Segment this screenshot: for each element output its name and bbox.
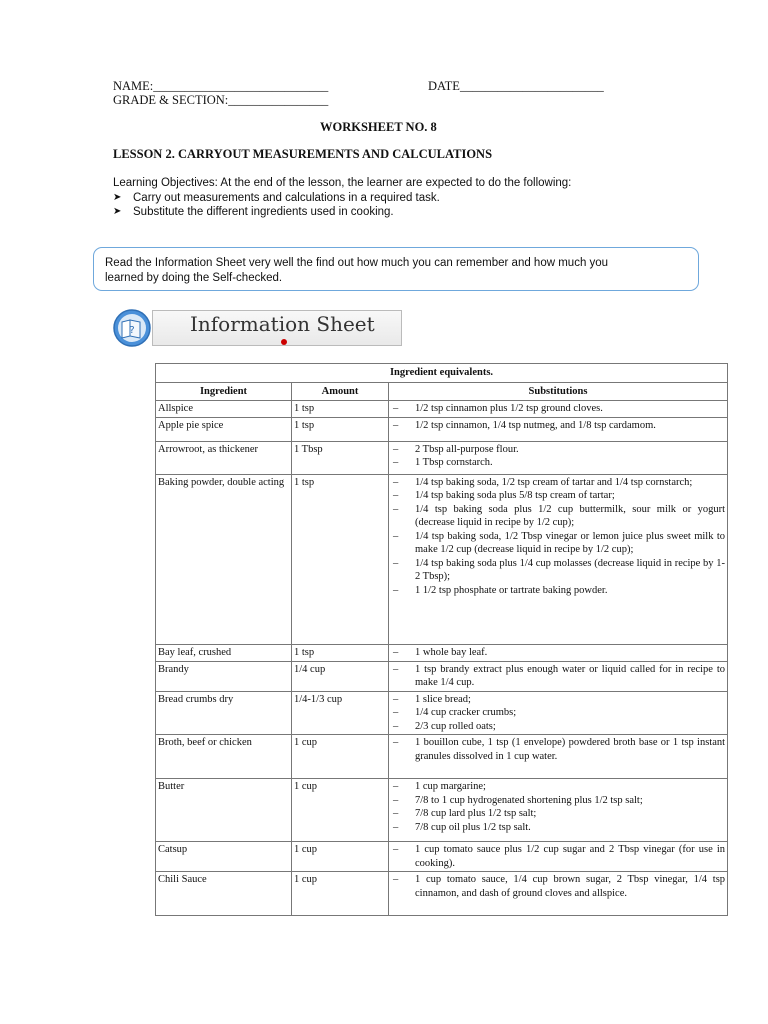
substitution-item	[391, 663, 725, 690]
amount-cell: 1/4 cup	[292, 661, 389, 691]
substitution-text: 2 Tbsp all-purpose flour.	[415, 443, 519, 455]
amount-cell: 1 tsp	[292, 417, 389, 441]
substitution-item	[391, 456, 725, 470]
instruction-box	[93, 247, 699, 291]
substitution-text: 1/2 tsp cinnamon, 1/4 tsp nutmeg, and 1/8 tsp cardamom.	[415, 419, 656, 431]
substitution-text: 1 bouillon cube, 1 tsp (1 envelope) powdered broth base or 1 tsp instant granules dissolved in 1 cup water.	[415, 737, 726, 762]
substitution-item	[391, 873, 725, 900]
dash-bullet-icon: –	[393, 646, 399, 658]
table-row	[156, 441, 728, 474]
substitution-item	[391, 821, 725, 835]
banner-dot	[281, 339, 287, 345]
date-field-label: DATE_______________________	[428, 79, 604, 93]
amount-cell: 1 cup	[292, 735, 389, 779]
svg-text:?: ?	[129, 325, 135, 336]
dash-bullet-icon: –	[393, 503, 399, 515]
amount-cell: 1 Tbsp	[292, 441, 389, 474]
substitution-text: 1/4 cup cracker crumbs;	[415, 707, 517, 718]
substitution-item	[391, 419, 725, 433]
substitution-text: 1/4 tsp baking soda plus 1/4 cup molasses (decrease liquid in recipe by 1-2 Tbsp);	[415, 557, 726, 582]
ingredient-cell: Bread crumbs dry	[156, 691, 292, 735]
substitutions-cell	[389, 474, 728, 644]
substitutions-cell	[389, 401, 728, 418]
dash-bullet-icon: –	[393, 557, 399, 569]
table-row	[156, 644, 728, 661]
substitutions-cell	[389, 417, 728, 441]
substitution-text: 7/8 to 1 cup hydrogenated shortening plus 1/2 tsp salt;	[415, 794, 643, 806]
column-header-ingredient: Ingredient	[156, 382, 292, 401]
dash-bullet-icon: –	[393, 737, 399, 748]
table-row	[156, 779, 728, 842]
dash-bullet-icon: –	[393, 794, 399, 806]
substitution-item	[391, 557, 725, 584]
substitution-text: 2/3 cup rolled oats;	[415, 720, 496, 732]
dash-bullet-icon: –	[393, 808, 399, 819]
substitution-item	[391, 780, 725, 794]
substitution-item	[391, 794, 725, 808]
information-sheet-banner	[110, 308, 402, 348]
table-row	[156, 735, 728, 779]
substitution-text: 1/4 tsp baking soda plus 1/2 cup buttermilk, sour milk or yogurt (decrease liquid in recipe by 1/2 cup);	[415, 503, 726, 528]
substitution-text: 1 Tbsp cornstarch.	[415, 457, 493, 468]
dash-bullet-icon: –	[393, 821, 399, 833]
ingredient-equivalents-table	[155, 363, 728, 916]
ingredient-cell: Arrowroot, as thickener	[156, 441, 292, 474]
grade-section-field-label: GRADE & SECTION:________________	[113, 93, 329, 107]
substitutions-list	[391, 443, 725, 470]
arrow-bullet-icon: ➤	[113, 206, 122, 217]
dash-bullet-icon: –	[393, 403, 399, 414]
substitution-text: 7/8 cup lard plus 1/2 tsp salt;	[415, 808, 537, 819]
substitution-text: 1/4 tsp baking soda, 1/2 Tbsp vinegar or lemon juice plus sweet milk to make 1/2 cup (decrease liquid in recipe by 1/2 cup);	[415, 530, 726, 555]
substitutions-cell	[389, 779, 728, 842]
objective-item	[113, 205, 713, 220]
dash-bullet-icon: –	[393, 476, 399, 488]
ingredient-cell: Bay leaf, crushed	[156, 644, 292, 661]
dash-bullet-icon: –	[393, 693, 399, 705]
dash-bullet-icon: –	[393, 584, 399, 596]
column-header-amount: Amount	[292, 382, 389, 401]
substitutions-list	[391, 476, 725, 598]
objective-text: Carry out measurements and calculations in a required task.	[133, 191, 440, 204]
dash-bullet-icon: –	[393, 844, 399, 855]
amount-cell: 1 tsp	[292, 474, 389, 644]
substitution-text: 1 cup margarine;	[415, 781, 486, 792]
dash-bullet-icon: –	[393, 443, 399, 455]
substitution-item	[391, 693, 725, 707]
substitutions-cell	[389, 735, 728, 779]
learning-objectives	[113, 176, 713, 220]
dash-bullet-icon: –	[393, 530, 399, 542]
substitution-item	[391, 720, 725, 734]
substitutions-cell	[389, 441, 728, 474]
dash-bullet-icon: –	[393, 720, 399, 732]
dash-bullet-icon: –	[393, 781, 399, 792]
amount-cell: 1/4-1/3 cup	[292, 691, 389, 735]
substitutions-list	[391, 402, 725, 416]
substitutions-list	[391, 780, 725, 834]
substitution-item	[391, 489, 725, 503]
substitution-item	[391, 646, 725, 660]
substitutions-cell	[389, 691, 728, 735]
substitution-text: 1 cup tomato sauce, 1/4 cup brown sugar, 2 Tbsp vinegar, 1/4 tsp cinnamon, and dash of ground cloves and allspice.	[415, 874, 726, 899]
instruction-line: Read the Information Sheet very well the find out how much you can remember and how much you	[105, 257, 609, 269]
table-row	[156, 417, 728, 441]
table-row	[156, 842, 728, 872]
dash-bullet-icon: –	[393, 707, 399, 718]
substitution-item	[391, 584, 725, 598]
instruction-line: learned by doing the Self-checked.	[105, 271, 283, 284]
ingredient-cell: Catsup	[156, 842, 292, 872]
table-row	[156, 872, 728, 916]
substitution-item	[391, 402, 725, 416]
substitution-text: 1 whole bay leaf.	[415, 646, 488, 658]
substitution-text: 1/4 tsp baking soda plus 5/8 tsp cream of tartar;	[415, 490, 615, 501]
substitution-text: 1/4 tsp baking soda, 1/2 tsp cream of tartar and 1/4 tsp cornstarch;	[415, 476, 693, 488]
ingredient-cell: Brandy	[156, 661, 292, 691]
table-row	[156, 661, 728, 691]
column-header-substitutions: Substitutions	[389, 382, 728, 401]
substitution-text: 1 tsp brandy extract plus enough water or liquid called for in recipe to make 1/4 cup.	[415, 663, 726, 688]
substitutions-list	[391, 693, 725, 734]
substitution-item	[391, 443, 725, 457]
substitutions-list	[391, 843, 725, 870]
amount-cell: 1 tsp	[292, 644, 389, 661]
substitution-item	[391, 736, 725, 763]
name-field-label: NAME:____________________________	[113, 79, 329, 93]
substitutions-cell	[389, 644, 728, 661]
banner-title: Information Sheet	[190, 312, 375, 336]
substitutions-list	[391, 663, 725, 690]
objective-item	[113, 191, 713, 206]
substitutions-list	[391, 873, 725, 900]
table-row	[156, 474, 728, 644]
substitution-item	[391, 843, 725, 870]
substitution-item	[391, 503, 725, 530]
book-question-icon	[110, 308, 154, 348]
substitutions-cell	[389, 872, 728, 916]
dash-bullet-icon: –	[393, 490, 399, 501]
ingredient-cell: Allspice	[156, 401, 292, 418]
table-row	[156, 691, 728, 735]
substitution-item	[391, 706, 725, 720]
substitution-text: 1 cup tomato sauce plus 1/2 cup sugar and 2 Tbsp vinegar (for use in cooking).	[415, 844, 726, 869]
substitution-item	[391, 530, 725, 557]
dash-bullet-icon: –	[393, 874, 399, 885]
substitution-item	[391, 476, 725, 490]
ingredient-cell: Butter	[156, 779, 292, 842]
substitution-text: 7/8 cup oil plus 1/2 tsp salt.	[415, 821, 531, 833]
arrow-bullet-icon: ➤	[113, 191, 122, 203]
substitutions-list	[391, 419, 725, 433]
table-row	[156, 401, 728, 418]
amount-cell: 1 cup	[292, 842, 389, 872]
dash-bullet-icon: –	[393, 457, 399, 468]
objective-text: Substitute the different ingredients used in cooking.	[133, 206, 394, 218]
table-caption: Ingredient equivalents.	[156, 364, 728, 383]
substitution-item	[391, 807, 725, 821]
substitution-text: 1 1/2 tsp phosphate or tartrate baking powder.	[415, 584, 608, 596]
substitution-text: 1 slice bread;	[415, 693, 471, 705]
substitution-text: 1/2 tsp cinnamon plus 1/2 tsp ground cloves.	[415, 403, 603, 414]
ingredient-cell: Apple pie spice	[156, 417, 292, 441]
dash-bullet-icon: –	[393, 419, 399, 431]
amount-cell: 1 cup	[292, 872, 389, 916]
amount-cell: 1 tsp	[292, 401, 389, 418]
dash-bullet-icon: –	[393, 663, 399, 675]
substitutions-cell	[389, 661, 728, 691]
ingredient-cell: Baking powder, double acting	[156, 474, 292, 644]
objectives-intro: Learning Objectives: At the end of the lesson, the learner are expected to do the following:	[113, 177, 572, 189]
amount-cell: 1 cup	[292, 779, 389, 842]
substitutions-cell	[389, 842, 728, 872]
lesson-title: LESSON 2. CARRYOUT MEASUREMENTS AND CALCULATIONS	[113, 147, 493, 161]
ingredient-cell: Chili Sauce	[156, 872, 292, 916]
ingredient-cell: Broth, beef or chicken	[156, 735, 292, 779]
worksheet-title: WORKSHEET NO. 8	[320, 120, 437, 134]
substitutions-list	[391, 736, 725, 763]
substitutions-list	[391, 646, 725, 660]
